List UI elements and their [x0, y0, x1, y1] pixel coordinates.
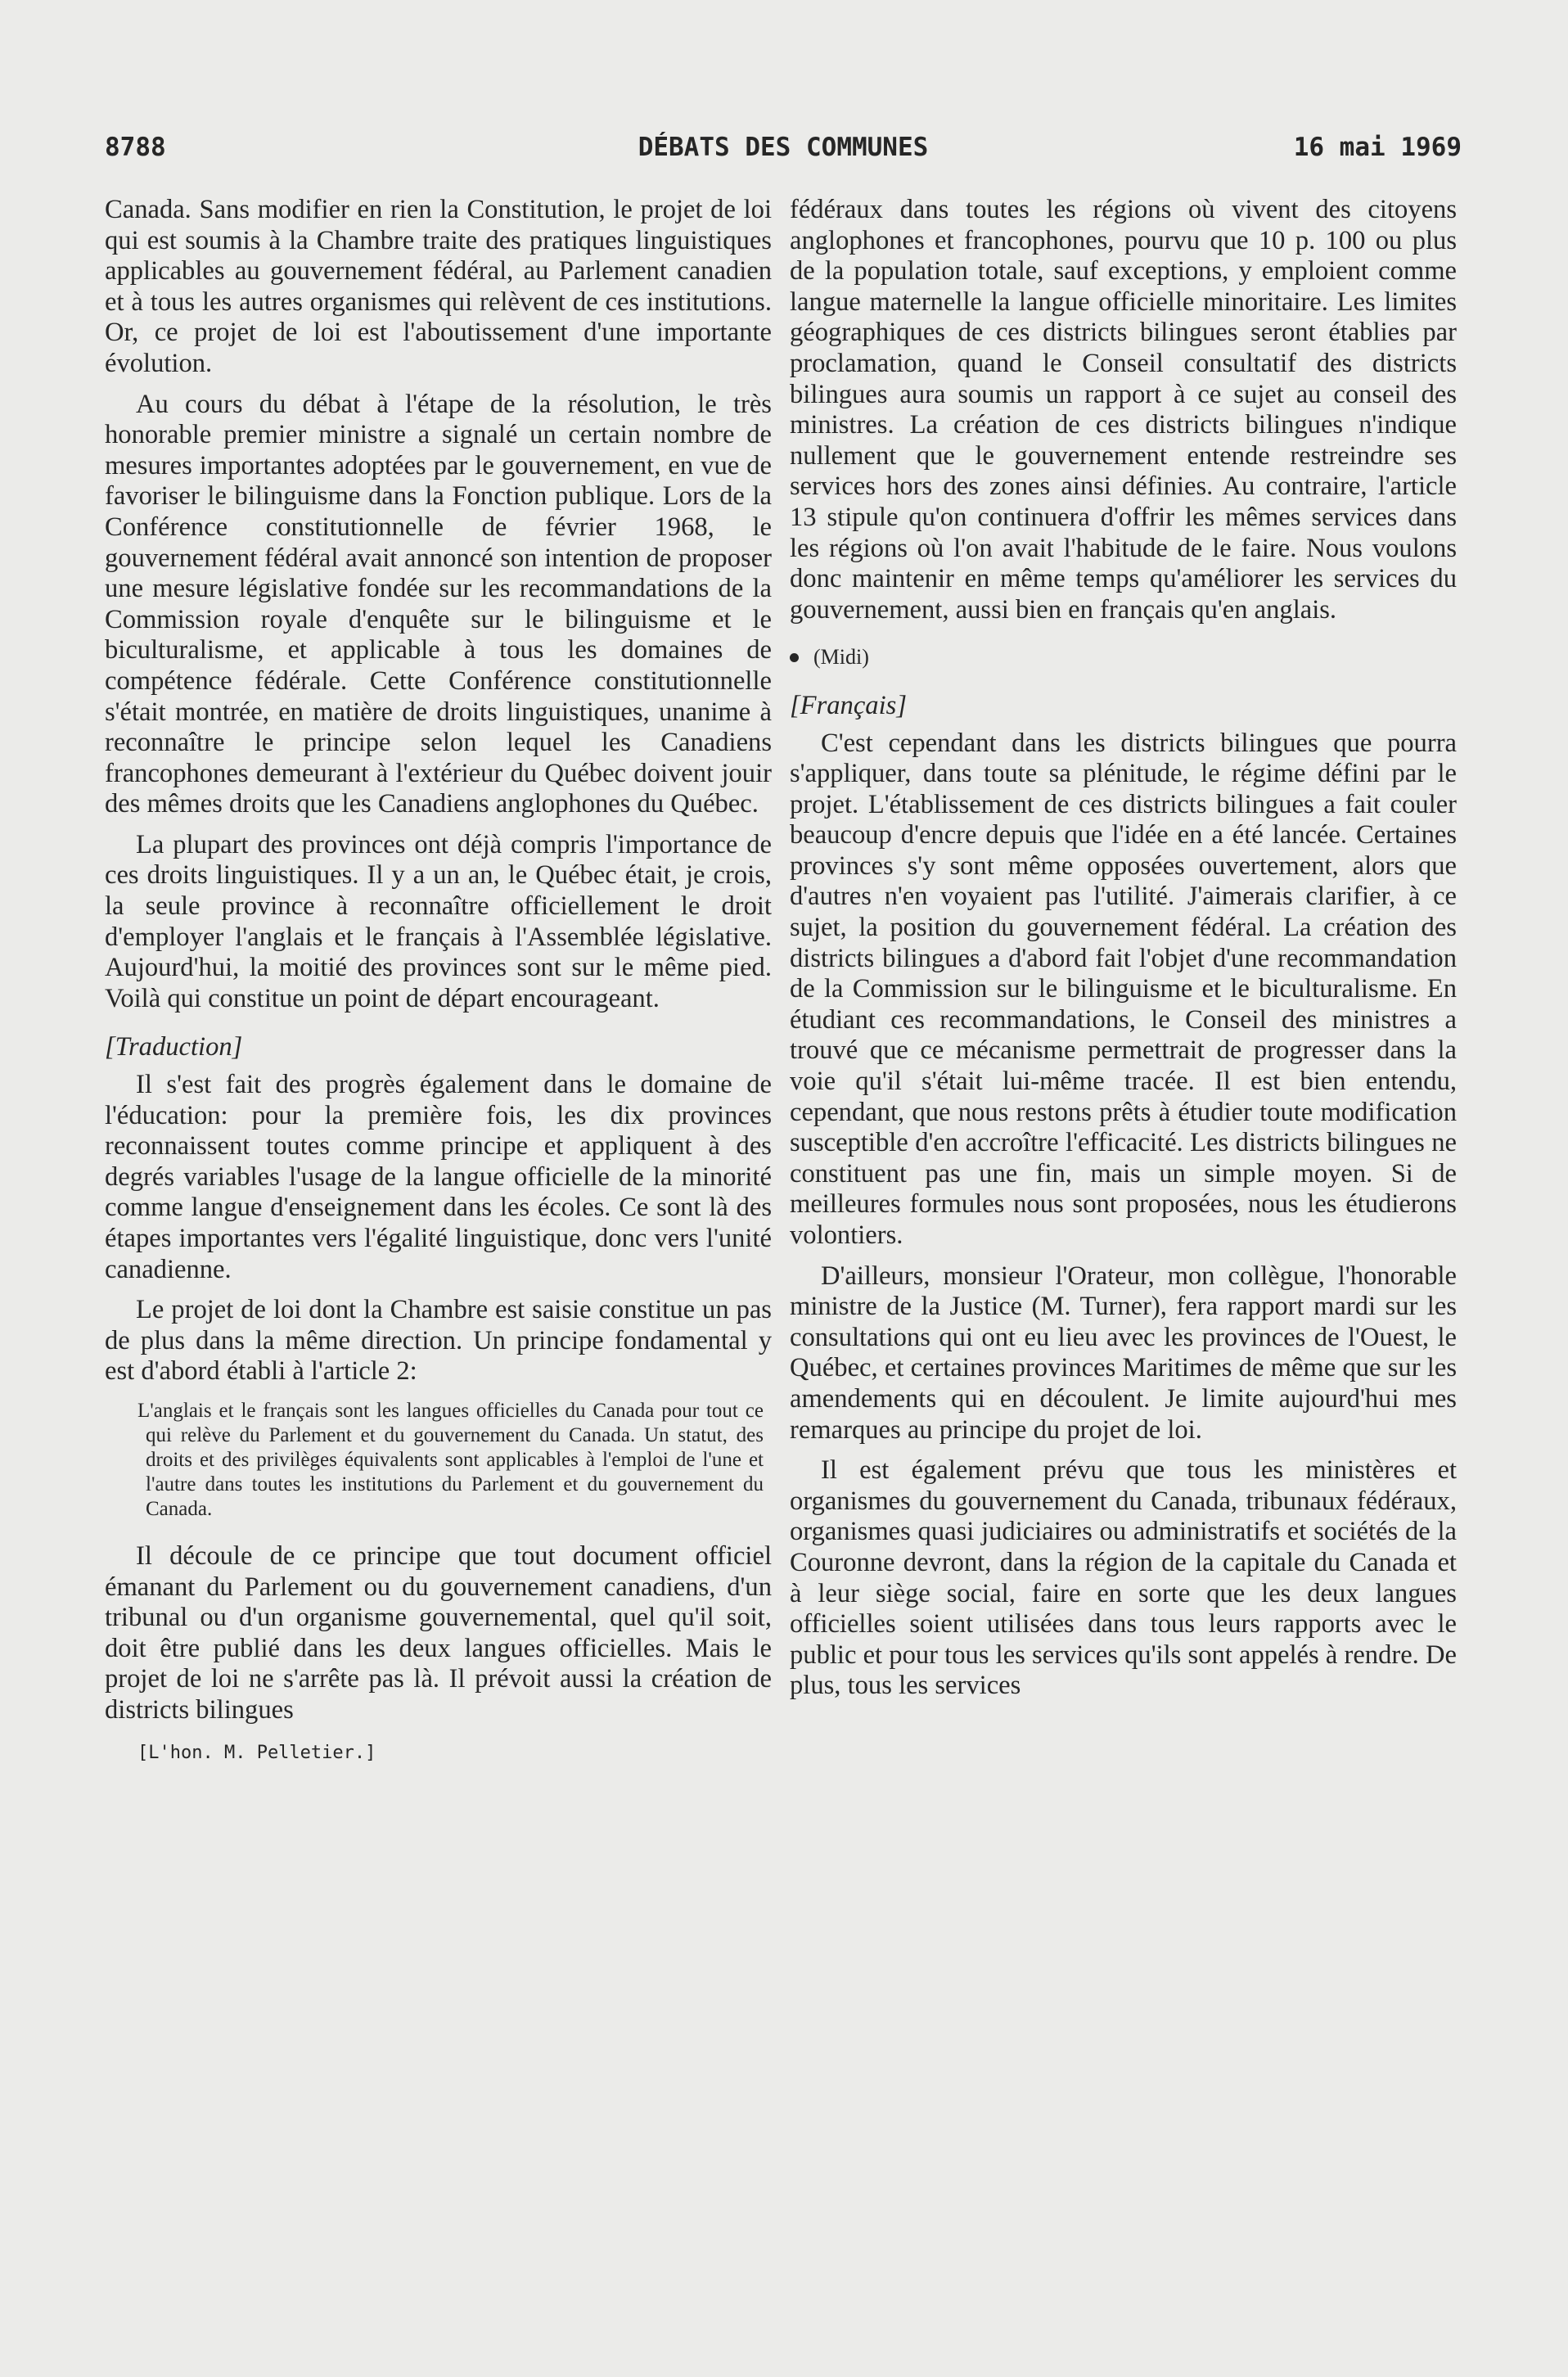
page-number: 8788 [105, 133, 166, 162]
speaker-reference: [L'hon. M. Pelletier.] [137, 1742, 376, 1763]
paragraph: C'est cependant dans les districts bilingues que pourra s'appliquer, dans toute sa plénitude, le régime défini par le projet. L'établissement de ces districts bilingues a fait couler beaucoup d'encre depuis que l'idée en a été lancée. Certaines provinces s'y sont même opposées ouvertement, alors que d'autres n'en voyaient pas l'utilité. J'aimerais clarifier, à ce sujet, la position du gouvernement fédéral. La création des districts bilingues a d'abord fait l'objet d'une recommandation de la Commission sur le bilinguisme et le biculturalisme. En étudiant ces recommandations, le Conseil des ministres a trouvé que ce mécanisme permettrait de progresser dans la voie qu'il s'était lui-même tracée. Il est bien entendu, cependant, que nous restons prêts à étudier toute modification susceptible d'en accroître l'efficacité. Les districts bilingues ne constituent pas une fin, mais un simple moyen. Si de meilleures formules nous sont proposées, nous les étudierons volontiers. [790, 728, 1457, 1250]
publication-title: DÉBATS DES COMMUNES [638, 133, 929, 162]
section-tag-traduction: [Traduction] [105, 1032, 243, 1062]
quoted-article [137, 1399, 764, 1522]
section-tag-francais: [Français] [790, 690, 907, 720]
bullet-icon [790, 653, 799, 662]
paragraph: Il est également prévu que tous les ministères et organismes du gouvernement du Canada, tribunaux fédéraux, organismes quasi judiciaires ou administratifs et sociétés de la Couronne devront, dans la région de la capitale du Canada et à leur siège social, faire en sorte que les deux langues officielles soient utilisées dans tous leurs rapports avec le public et pour tous les services qu'ils sont appelés à rendre. De plus, tous les services [790, 1455, 1457, 1701]
quote-text: L'anglais et le français sont les langues officielles du Canada pour tout ce qui relève du Parlement et du gouvernement du Canada. Un statut, des droits et des privilèges équivalents sont applicables à l'emploi de l'une et l'autre dans toutes les institutions du Parlement et du gouvernement du Canada. [137, 1399, 764, 1520]
left-column [105, 195, 772, 1768]
session-date: 16 mai 1969 [1293, 133, 1462, 162]
time-marker-label: (Midi) [813, 645, 869, 670]
paragraph: Canada. Sans modifier en rien la Constitution, le projet de loi qui est soumis à la Chambre traite des pratiques linguistiques applicables au gouvernement fédéral, au Parlement canadien et à tous les autres organismes qui relèvent de ces institutions. Or, ce projet de loi est l'aboutissement d'une importante évolution. [105, 195, 772, 378]
paragraph: Il s'est fait des progrès également dans le domaine de l'éducation: pour la première fois, les dix provinces reconnaissent toutes comme principe et appliquent à des degrés variables l'usage de la langue officielle de la minorité comme langue d'enseignement dans les écoles. Ce sont là des étapes importantes vers l'égalité linguistique, donc vers l'unité canadienne. [105, 1070, 772, 1284]
paragraph: Il découle de ce principe que tout document officiel émanant du Parlement ou du gouvernement canadiens, d'un tribunal ou d'un organisme gouvernemental, quel qu'il soit, doit être publié dans les deux langues officielles. Mais le projet de loi ne s'arrête pas là. Il prévoit aussi la création de districts bilingues [105, 1540, 772, 1725]
paragraph: Le projet de loi dont la Chambre est saisie constitue un pas de plus dans la même direction. Un principe fondamental y est d'abord établi à l'article 2: [105, 1295, 772, 1387]
paragraph: fédéraux dans toutes les régions où vivent des citoyens anglophones et francophones, pourvu que 10 p. 100 ou plus de la population totale, sauf exceptions, y emploient comme langue maternelle la langue officielle minoritaire. Les limites géographiques de ces districts bilingues seront établies par proclamation, quand le Conseil consultatif des districts bilingues aura soumis un rapport à ce sujet au conseil des ministres. La création de ces districts bilingues n'indique nullement que le gouvernement entende restreindre ses services hors des zones ainsi définies. Au contraire, l'article 13 stipule qu'on continuera d'offrir les mêmes services dans les régions où l'on avait l'habitude de le faire. Nous voulons donc maintenir en même temps qu'améliorer les services du gouvernement, aussi bien en français qu'en anglais. [790, 195, 1457, 625]
paragraph: Au cours du débat à l'étape de la résolution, le très honorable premier ministre a signalé un certain nombre de mesures importantes adoptées par le gouvernement, en vue de favoriser le bilinguisme dans la Fonction publique. Lors de la Conférence constitutionnelle de février 1968, le gouvernement fédéral avait annoncé son intention de proposer une mesure législative fondée sur les recommandations de la Commission royale d'enquête sur le bilinguisme et le biculturalisme, et applicable à tous les domaines de compétence fédérale. Cette Conférence constitutionnelle s'était montrée, en matière de droits linguistiques, unanime à reconnaître le principe selon lequel les Canadiens francophones demeurant à l'extérieur du Québec doivent jouir des mêmes droits que les Canadiens anglophones du Québec. [105, 389, 772, 819]
right-column [790, 195, 1457, 1712]
time-marker [790, 642, 1457, 673]
paragraph: D'ailleurs, monsieur l'Orateur, mon collègue, l'honorable ministre de la Justice (M. Turner), fera rapport mardi sur les consultations qui ont eu lieu avec les provinces de l'Ouest, le Québec, et certaines provinces Maritimes de même que sur les amendements qui en découlent. Je limite aujourd'hui mes remarques au principe du projet de loi. [790, 1261, 1457, 1445]
paragraph: La plupart des provinces ont déjà compris l'importance de ces droits linguistiques. Il y a un an, le Québec était, je crois, la seule province à reconnaître officiellement le droit d'employer l'anglais et le français à l'Assemblée législative. Aujourd'hui, la moitié des provinces sont sur le même pied. Voilà qui constitue un point de départ encourageant. [105, 829, 772, 1013]
page-header [105, 133, 1462, 165]
